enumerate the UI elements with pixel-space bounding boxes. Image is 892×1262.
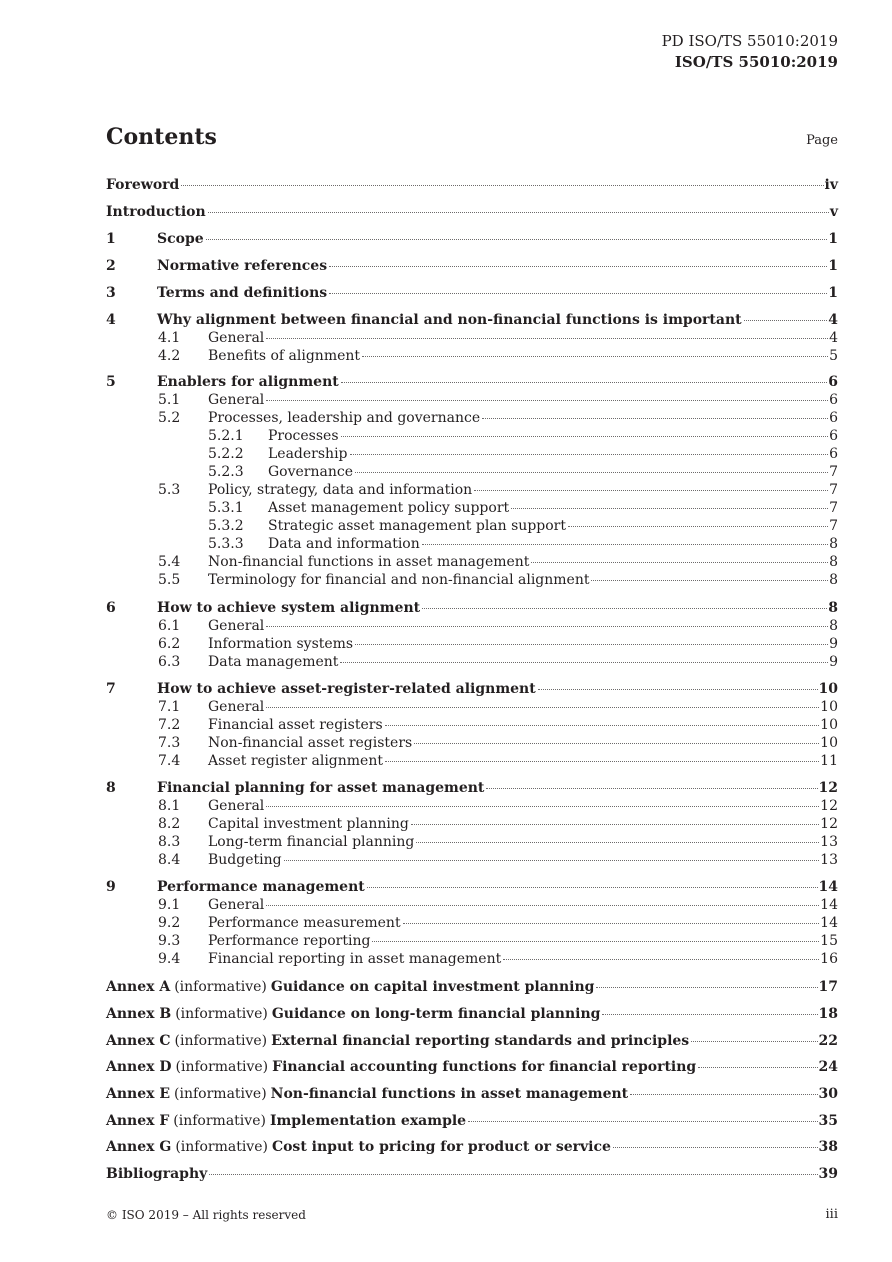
toc-entry[interactable] (106, 257, 838, 275)
toc-entry[interactable] (106, 329, 838, 347)
toc-entry[interactable] (106, 517, 838, 535)
toc-entry-page: 9 (829, 654, 838, 670)
toc-entry-number: 5.4 (158, 554, 181, 570)
toc-entry-page: 7 (829, 500, 838, 516)
toc-entry-title: How to achieve asset-register-related alignment (157, 681, 536, 697)
toc-entry-title: Scope (157, 231, 204, 247)
toc-entry[interactable] (106, 978, 838, 996)
toc-leader-dots (596, 987, 817, 988)
toc-entry-title: Leadership (268, 446, 348, 462)
toc-entry-page: 8 (829, 536, 838, 552)
toc-entry-title: Enablers for alignment (157, 374, 339, 390)
toc-entry-title: Guidance on long-term financial planning (271, 1006, 601, 1022)
toc-entry-page: 17 (818, 979, 838, 995)
toc-leader-dots (266, 400, 828, 401)
toc-annex-informative: (informative) (173, 1113, 266, 1129)
toc-entry-title: Normative references (157, 258, 328, 274)
toc-entry[interactable] (106, 571, 838, 589)
toc-entry-page: 14 (820, 897, 838, 913)
toc-entry[interactable] (106, 779, 838, 797)
toc-leader-dots (486, 788, 817, 789)
toc-leader-dots (474, 490, 828, 491)
toc-entry-number: 8.3 (158, 834, 181, 850)
toc-leader-dots (266, 806, 819, 807)
toc-entry-title: Financial accounting functions for financial reporting (272, 1059, 697, 1075)
toc-entry-title: Processes (268, 428, 339, 444)
header-document-id: PD ISO/TS 55010:2019 (661, 32, 838, 50)
toc-entry-page: 12 (820, 798, 838, 814)
toc-leader-dots (340, 662, 828, 663)
toc-entry-title: Terms and definitions (157, 285, 328, 301)
toc-annex-informative: (informative) (175, 1059, 269, 1075)
toc-entry-number: 8.4 (158, 852, 181, 868)
toc-entry-title: Why alignment between financial and non-financial functions is important (157, 312, 742, 328)
toc-leader-dots (744, 320, 828, 321)
toc-entry-number: 5.5 (158, 572, 181, 588)
toc-entry[interactable] (106, 553, 838, 571)
toc-entry-page: 6 (829, 446, 838, 462)
toc-entry-title: How to achieve system alignment (157, 600, 421, 616)
toc-entry[interactable] (106, 635, 838, 653)
toc-entry-page: 8 (828, 600, 838, 616)
toc-entry-number: 8.2 (158, 816, 181, 832)
toc-entry[interactable] (106, 391, 838, 409)
toc-entry-title: Cost input to pricing for product or service (271, 1139, 611, 1155)
toc-entry-title: Information systems (208, 636, 354, 652)
toc-entry-page: 15 (820, 933, 838, 949)
toc-leader-dots (355, 472, 828, 473)
toc-entry-title: Foreword (106, 177, 180, 193)
toc-entry-number: 3 (106, 285, 116, 301)
toc-leader-dots (266, 626, 828, 627)
toc-entry-page: 12 (820, 816, 838, 832)
toc-entry-number: 6.2 (158, 636, 181, 652)
header-standard-id: ISO/TS 55010:2019 (674, 53, 838, 71)
toc-leader-dots (691, 1041, 817, 1042)
toc-entry-page: 11 (820, 753, 838, 769)
toc-entry-number: 7.2 (158, 717, 181, 733)
toc-entry-number: 6 (106, 600, 116, 616)
toc-annex-label: Annex C (106, 1033, 171, 1049)
toc-entry[interactable] (106, 734, 838, 752)
toc-annex-label: Annex F (106, 1113, 170, 1129)
toc-entry-number: 4.1 (158, 330, 181, 346)
toc-annex-label: Annex D (106, 1059, 172, 1075)
toc-entry-title: Budgeting (208, 852, 282, 868)
toc-entry-page: 6 (829, 392, 838, 408)
footer-page-number: iii (825, 1207, 838, 1222)
toc-entry-number: 5.2.2 (208, 446, 244, 462)
toc-entry-title: Asset management policy support (268, 500, 510, 516)
toc-entry-title: External financial reporting standards and principles (271, 1033, 690, 1049)
toc-entry-page: 7 (829, 464, 838, 480)
toc-entry-page: 12 (818, 780, 838, 796)
toc-entry-title: Financial asset registers (208, 717, 383, 733)
toc-entry-number: 5.3.1 (208, 500, 244, 516)
toc-entry-number: 7.4 (158, 753, 181, 769)
toc-entry-page: 10 (820, 717, 838, 733)
toc-leader-dots (350, 454, 829, 455)
toc-entry-title: Non-financial asset registers (208, 735, 413, 751)
toc-entry[interactable] (106, 680, 838, 698)
toc-entry[interactable] (106, 463, 838, 481)
toc-entry-title: General (208, 699, 265, 715)
toc-entry-page: 7 (829, 518, 838, 534)
toc-entry-page: 1 (828, 258, 838, 274)
toc-entry-title: Data management (208, 654, 339, 670)
toc-entry-page: 13 (820, 834, 838, 850)
toc-entry-page: 8 (829, 554, 838, 570)
toc-entry-title: Introduction (106, 204, 206, 220)
toc-annex-informative: (informative) (174, 979, 267, 995)
toc-leader-dots (568, 526, 828, 527)
toc-entry[interactable] (106, 203, 838, 221)
toc-leader-dots (385, 761, 819, 762)
toc-entry[interactable] (106, 914, 838, 932)
toc-entry-title: General (208, 897, 265, 913)
toc-leader-dots (372, 941, 819, 942)
toc-leader-dots (266, 338, 828, 339)
toc-entry-number: 6.3 (158, 654, 181, 670)
toc-entry-title: Implementation example (269, 1113, 467, 1129)
toc-entry-number: 5.2 (158, 410, 181, 426)
toc-entry-title: Performance reporting (208, 933, 371, 949)
toc-entry[interactable] (106, 599, 838, 617)
toc-entry-title: Financial reporting in asset management (208, 951, 502, 967)
toc-entry-title: General (208, 618, 265, 634)
toc-leader-dots (422, 544, 828, 545)
toc-entry-number: 7.1 (158, 699, 181, 715)
toc-entry-page: 8 (829, 572, 838, 588)
toc-entry-number: 5.3 (158, 482, 181, 498)
toc-entry[interactable] (106, 878, 838, 896)
toc-leader-dots (531, 562, 828, 563)
toc-entry[interactable] (106, 284, 838, 302)
toc-entry[interactable] (106, 1005, 838, 1023)
toc-entry-page: v (829, 204, 838, 220)
toc-entry-page: 6 (829, 410, 838, 426)
toc-entry[interactable] (106, 716, 838, 734)
toc-entry-title: General (208, 392, 265, 408)
toc-entry[interactable] (106, 176, 838, 194)
toc-entry-number: 5.2.3 (208, 464, 244, 480)
toc-entry-page: 38 (818, 1139, 838, 1155)
toc-entry[interactable] (106, 698, 838, 716)
toc-entry-page: iv (824, 177, 838, 193)
toc-entry[interactable] (106, 311, 838, 329)
footer-copyright: © ISO 2019 – All rights reserved (106, 1208, 306, 1222)
toc-leader-dots (341, 436, 829, 437)
toc-entry-number: 9.3 (158, 933, 181, 949)
toc-entry[interactable] (106, 427, 838, 445)
toc-entry-page: 14 (818, 879, 838, 895)
toc-leader-dots (284, 860, 820, 861)
toc-entry-page: 30 (818, 1086, 838, 1102)
toc-leader-dots (266, 905, 819, 906)
toc-entry-page: 13 (820, 852, 838, 868)
toc-entry[interactable] (106, 1138, 838, 1156)
toc-entry-title: Data and information (268, 536, 420, 552)
toc-leader-dots (422, 608, 827, 609)
toc-entry-title: Benefits of alignment (208, 348, 361, 364)
toc-leader-dots (385, 725, 820, 726)
toc-annex-informative: (informative) (174, 1033, 268, 1049)
toc-entry-title: Processes, leadership and governance (208, 410, 481, 426)
toc-entry-page: 1 (828, 285, 838, 301)
toc-entry-title: Governance (268, 464, 354, 480)
toc-entry-title: Capital investment planning (208, 816, 409, 832)
toc-entry-number: 9.4 (158, 951, 181, 967)
toc-entry-title: Performance measurement (208, 915, 401, 931)
toc-leader-dots (591, 580, 828, 581)
toc-entry-title: Performance management (157, 879, 365, 895)
toc-entry-page: 16 (820, 951, 838, 967)
toc-entry-number: 7.3 (158, 735, 181, 751)
toc-leader-dots (538, 689, 818, 690)
toc-leader-dots (411, 824, 819, 825)
toc-entry-title: Guidance on capital investment planning (270, 979, 595, 995)
toc-entry-number: 1 (106, 231, 116, 247)
toc-annex-label: Annex G (106, 1139, 172, 1155)
toc-entry-page: 10 (818, 681, 838, 697)
toc-entry-title: Financial planning for asset management (157, 780, 485, 796)
toc-leader-dots (503, 959, 819, 960)
toc-leader-dots (367, 887, 818, 888)
toc-leader-dots (362, 356, 828, 357)
toc-leader-dots (355, 644, 828, 645)
toc-entry[interactable] (106, 1032, 838, 1050)
toc-leader-dots (403, 923, 820, 924)
toc-entry[interactable] (106, 347, 838, 365)
toc-annex-label: Annex A (106, 979, 171, 995)
toc-leader-dots (602, 1014, 817, 1015)
toc-entry[interactable] (106, 752, 838, 770)
toc-leader-dots (341, 382, 828, 383)
toc-annex-informative: (informative) (175, 1006, 268, 1022)
toc-entry-number: 5.2.1 (208, 428, 244, 444)
toc-leader-dots (630, 1094, 817, 1095)
toc-entry-page: 7 (829, 482, 838, 498)
toc-leader-dots (698, 1067, 817, 1068)
toc-leader-dots (414, 743, 819, 744)
toc-leader-dots (206, 239, 828, 240)
toc-annex-label: Annex B (106, 1006, 172, 1022)
toc-entry-page: 1 (828, 231, 838, 247)
toc-entry-page: 10 (820, 699, 838, 715)
toc-leader-dots (181, 185, 823, 186)
toc-entry-title: General (208, 798, 265, 814)
toc-entry-title: Policy, strategy, data and information (208, 482, 473, 498)
toc-entry-number: 4.2 (158, 348, 181, 364)
toc-entry-page: 10 (820, 735, 838, 751)
toc-entry-number: 7 (106, 681, 116, 697)
toc-annex-informative: (informative) (175, 1139, 268, 1155)
toc-entry[interactable] (106, 1058, 838, 1076)
toc-entry[interactable] (106, 932, 838, 950)
toc-leader-dots (208, 212, 829, 213)
toc-leader-dots (266, 707, 819, 708)
toc-entry[interactable] (106, 230, 838, 248)
page-column-label: Page (806, 133, 838, 148)
toc-entry-number: 4 (106, 312, 116, 328)
toc-entry-page: 4 (829, 330, 838, 346)
toc-entry[interactable] (106, 409, 838, 427)
toc-entry-title: Non-financial functions in asset management (208, 554, 530, 570)
toc-entry-number: 5.1 (158, 392, 181, 408)
toc-leader-dots (468, 1121, 817, 1122)
toc-entry[interactable] (106, 373, 838, 391)
toc-entry[interactable] (106, 617, 838, 635)
toc-entry-number: 6.1 (158, 618, 181, 634)
toc-entry[interactable] (106, 535, 838, 553)
toc-leader-dots (613, 1147, 818, 1148)
toc-annex-informative: (informative) (174, 1086, 267, 1102)
toc-entry-page: 5 (829, 348, 838, 364)
toc-entry-number: 5.3.3 (208, 536, 244, 552)
toc-entry[interactable] (106, 833, 838, 851)
toc-leader-dots (482, 418, 828, 419)
toc-entry-title: Terminology for financial and non-financial alignment (208, 572, 590, 588)
toc-entry-page: 14 (820, 915, 838, 931)
toc-entry-number: 2 (106, 258, 116, 274)
toc-entry[interactable] (106, 1112, 838, 1130)
toc-leader-dots (416, 842, 819, 843)
toc-entry[interactable] (106, 950, 838, 968)
toc-entry[interactable] (106, 797, 838, 815)
toc-entry-number: 9 (106, 879, 116, 895)
toc-entry[interactable] (106, 445, 838, 463)
toc-entry[interactable] (106, 1085, 838, 1103)
toc-entry-title: Asset register alignment (208, 753, 383, 769)
toc-entry-page: 6 (828, 374, 838, 390)
toc-annex-label: Annex E (106, 1086, 171, 1102)
toc-entry[interactable] (106, 499, 838, 517)
toc-entry-page: 9 (829, 636, 838, 652)
toc-entry[interactable] (106, 851, 838, 869)
toc-entry-page: 4 (828, 312, 838, 328)
toc-entry[interactable] (106, 815, 838, 833)
toc-entry-title: General (208, 330, 265, 346)
toc-leader-dots (329, 293, 827, 294)
toc-leader-dots (511, 508, 828, 509)
toc-entry-number: 9.2 (158, 915, 181, 931)
toc-leader-dots (329, 266, 827, 267)
toc-entry-title: Strategic asset management plan support (268, 518, 566, 534)
toc-entry[interactable] (106, 1165, 838, 1183)
toc-entry-number: 5.3.2 (208, 518, 244, 534)
toc-entry-title: Bibliography (106, 1166, 208, 1182)
toc-entry-page: 22 (818, 1033, 838, 1049)
toc-entry-number: 8 (106, 780, 116, 796)
toc-leader-dots (209, 1174, 817, 1175)
toc-entry-page: 6 (829, 428, 838, 444)
toc-entry-page: 8 (829, 618, 838, 634)
toc-entry-number: 9.1 (158, 897, 181, 913)
toc-entry-number: 5 (106, 374, 116, 390)
toc-entry-page: 35 (818, 1113, 838, 1129)
toc-entry[interactable] (106, 481, 838, 499)
toc-entry-number: 8.1 (158, 798, 181, 814)
toc-entry-page: 39 (818, 1166, 838, 1182)
toc-entry-page: 18 (818, 1006, 838, 1022)
toc-entry[interactable] (106, 896, 838, 914)
toc-entry[interactable] (106, 653, 838, 671)
toc-entry-title: Long-term financial planning (208, 834, 415, 850)
toc-entry-title: Non-financial functions in asset management (270, 1086, 629, 1102)
toc-entry-page: 24 (818, 1059, 838, 1075)
page-title: Contents (106, 124, 217, 150)
